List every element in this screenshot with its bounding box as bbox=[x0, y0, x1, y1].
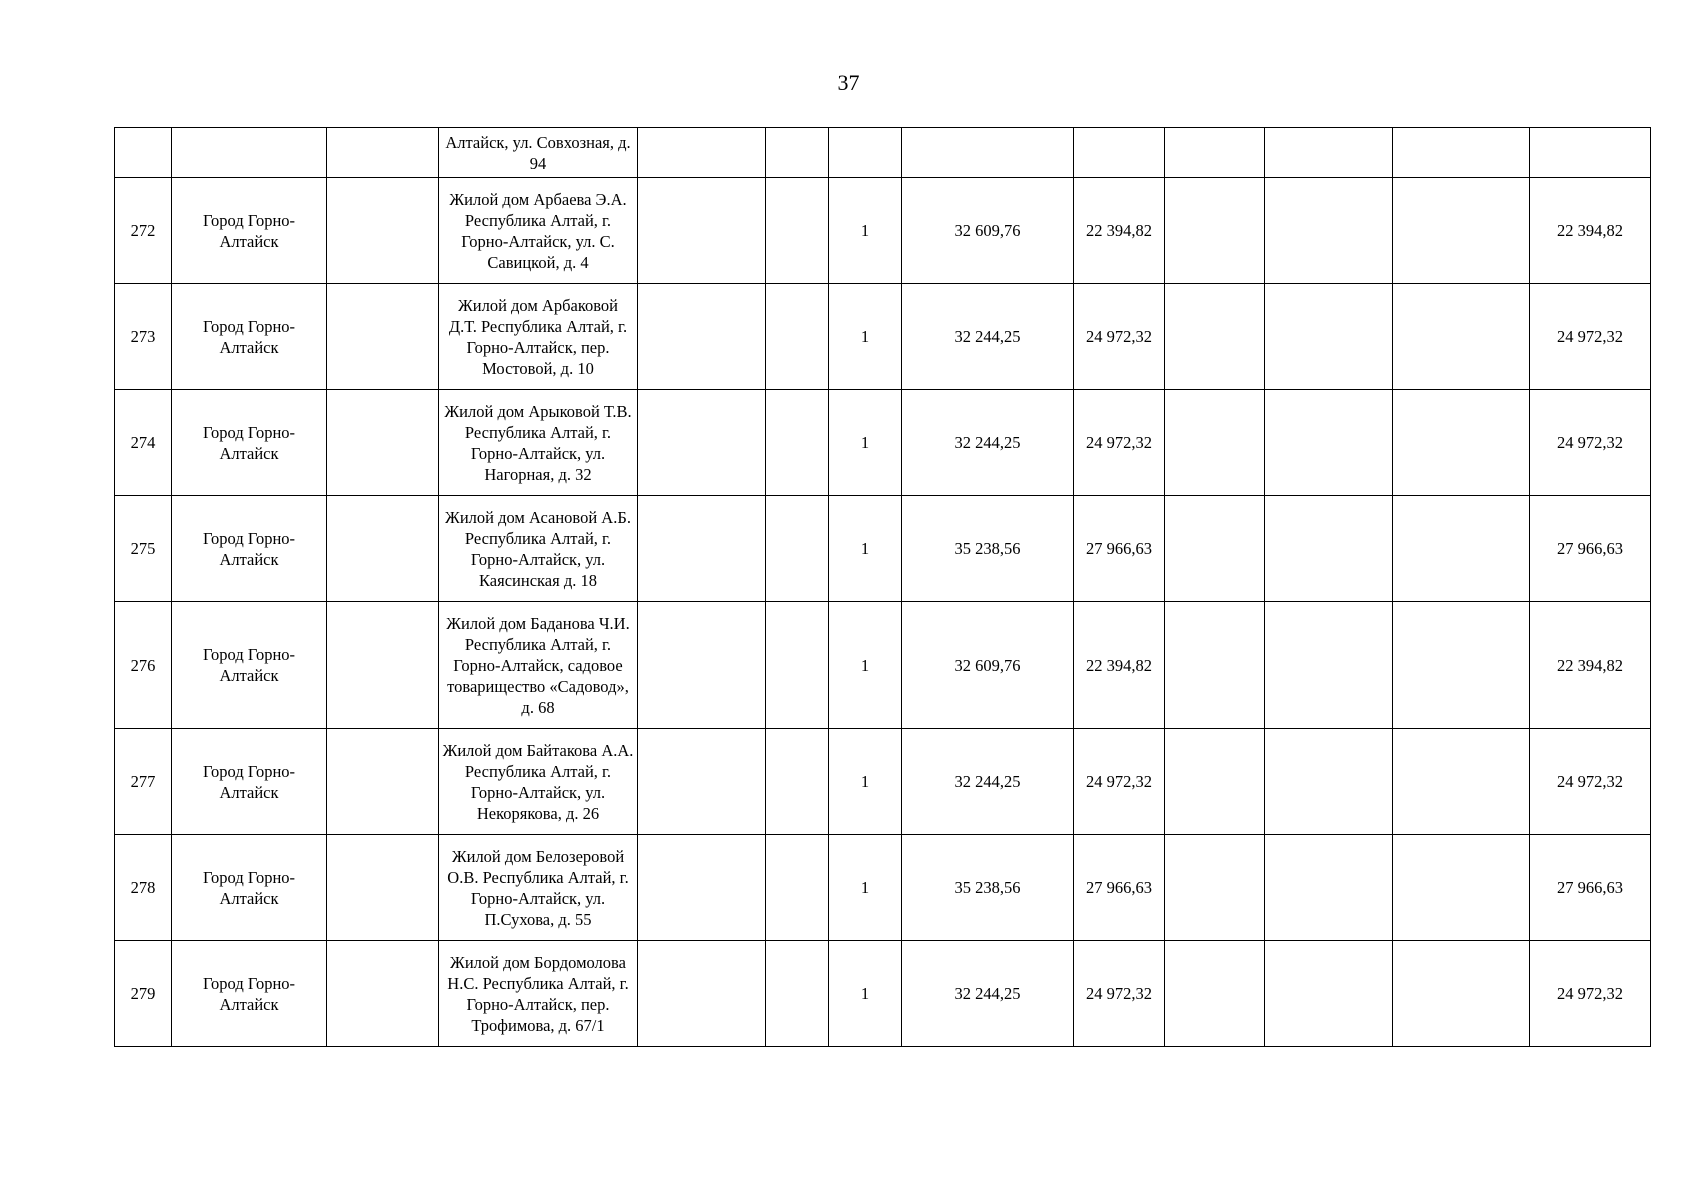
address-cell: Жилой дом Белозеровой О.В. Республика Алтай, г. Горно-Алтайск, ул. П.Сухова, д. 55 bbox=[439, 835, 638, 941]
total-cell: 24 972,32 bbox=[1530, 729, 1651, 835]
count-cell: 1 bbox=[829, 729, 902, 835]
row-number: 274 bbox=[115, 390, 172, 496]
table-row bbox=[115, 835, 1651, 941]
row-number: 275 bbox=[115, 496, 172, 602]
total-cell: 27 966,63 bbox=[1530, 496, 1651, 602]
total-cell: 24 972,32 bbox=[1530, 941, 1651, 1047]
amount-cell: 32 609,76 bbox=[902, 178, 1074, 284]
table-row bbox=[115, 390, 1651, 496]
municipality-cell: Город Горно-Алтайск bbox=[172, 284, 327, 390]
amount-cell: 32 244,25 bbox=[902, 390, 1074, 496]
address-cell: Жилой дом Асановой А.Б. Республика Алтай, г. Горно-Алтайск, ул. Каясинская д. 18 bbox=[439, 496, 638, 602]
subsidy-cell: 24 972,32 bbox=[1074, 390, 1165, 496]
address-cell: Жилой дом Арыковой Т.В. Республика Алтай, г. Горно-Алтайск, ул. Нагорная, д. 32 bbox=[439, 390, 638, 496]
count-cell: 1 bbox=[829, 284, 902, 390]
amount-cell: 35 238,56 bbox=[902, 835, 1074, 941]
table-row bbox=[115, 496, 1651, 602]
table-row bbox=[115, 284, 1651, 390]
table-row bbox=[115, 178, 1651, 284]
subsidy-cell: 24 972,32 bbox=[1074, 284, 1165, 390]
count-cell: 1 bbox=[829, 390, 902, 496]
continuation-row bbox=[115, 128, 1651, 178]
address-cell: Жилой дом Бордомолова Н.С. Республика Алтай, г. Горно-Алтайск, пер. Трофимова, д. 67/1 bbox=[439, 941, 638, 1047]
municipality-cell: Город Горно-Алтайск bbox=[172, 602, 327, 729]
row-number: 279 bbox=[115, 941, 172, 1047]
subsidy-cell: 22 394,82 bbox=[1074, 178, 1165, 284]
address-cell: Жилой дом Арбаковой Д.Т. Республика Алтай, г. Горно-Алтайск, пер. Мостовой, д. 10 bbox=[439, 284, 638, 390]
count-cell: 1 bbox=[829, 835, 902, 941]
municipality-cell: Город Горно-Алтайск bbox=[172, 729, 327, 835]
count-cell: 1 bbox=[829, 178, 902, 284]
count-cell: 1 bbox=[829, 941, 902, 1047]
amount-cell: 32 244,25 bbox=[902, 729, 1074, 835]
table-row bbox=[115, 941, 1651, 1047]
subsidy-cell: 27 966,63 bbox=[1074, 835, 1165, 941]
address-cell: Алтайск, ул. Совхозная, д. 94 bbox=[439, 128, 638, 178]
total-cell: 24 972,32 bbox=[1530, 390, 1651, 496]
count-cell: 1 bbox=[829, 602, 902, 729]
total-cell: 22 394,82 bbox=[1530, 602, 1651, 729]
row-number: 272 bbox=[115, 178, 172, 284]
registry-table bbox=[114, 127, 1651, 1047]
amount-cell: 32 244,25 bbox=[902, 941, 1074, 1047]
municipality-cell: Город Горно-Алтайск bbox=[172, 496, 327, 602]
address-cell: Жилой дом Арбаева Э.А. Республика Алтай, г. Горно-Алтайск, ул. С. Савицкой, д. 4 bbox=[439, 178, 638, 284]
amount-cell: 35 238,56 bbox=[902, 496, 1074, 602]
address-cell: Жилой дом Баданова Ч.И. Республика Алтай, г. Горно-Алтайск, садовое товарищество «Садовод», д. 68 bbox=[439, 602, 638, 729]
subsidy-cell: 24 972,32 bbox=[1074, 729, 1165, 835]
row-number: 276 bbox=[115, 602, 172, 729]
table-row bbox=[115, 729, 1651, 835]
total-cell: 24 972,32 bbox=[1530, 284, 1651, 390]
address-cell: Жилой дом Байтакова А.А. Республика Алтай, г. Горно-Алтайск, ул. Некорякова, д. 26 bbox=[439, 729, 638, 835]
subsidy-cell: 24 972,32 bbox=[1074, 941, 1165, 1047]
total-cell: 22 394,82 bbox=[1530, 178, 1651, 284]
row-number: 278 bbox=[115, 835, 172, 941]
total-cell: 27 966,63 bbox=[1530, 835, 1651, 941]
row-number: 273 bbox=[115, 284, 172, 390]
count-cell: 1 bbox=[829, 496, 902, 602]
municipality-cell: Город Горно-Алтайск bbox=[172, 835, 327, 941]
subsidy-cell: 22 394,82 bbox=[1074, 602, 1165, 729]
subsidy-cell: 27 966,63 bbox=[1074, 496, 1165, 602]
municipality-cell: Город Горно-Алтайск bbox=[172, 390, 327, 496]
page-number: 37 bbox=[837, 70, 860, 95]
table-row bbox=[115, 602, 1651, 729]
row-number: 277 bbox=[115, 729, 172, 835]
municipality-cell: Город Горно-Алтайск bbox=[172, 941, 327, 1047]
municipality-cell: Город Горно-Алтайск bbox=[172, 178, 327, 284]
amount-cell: 32 244,25 bbox=[902, 284, 1074, 390]
amount-cell: 32 609,76 bbox=[902, 602, 1074, 729]
